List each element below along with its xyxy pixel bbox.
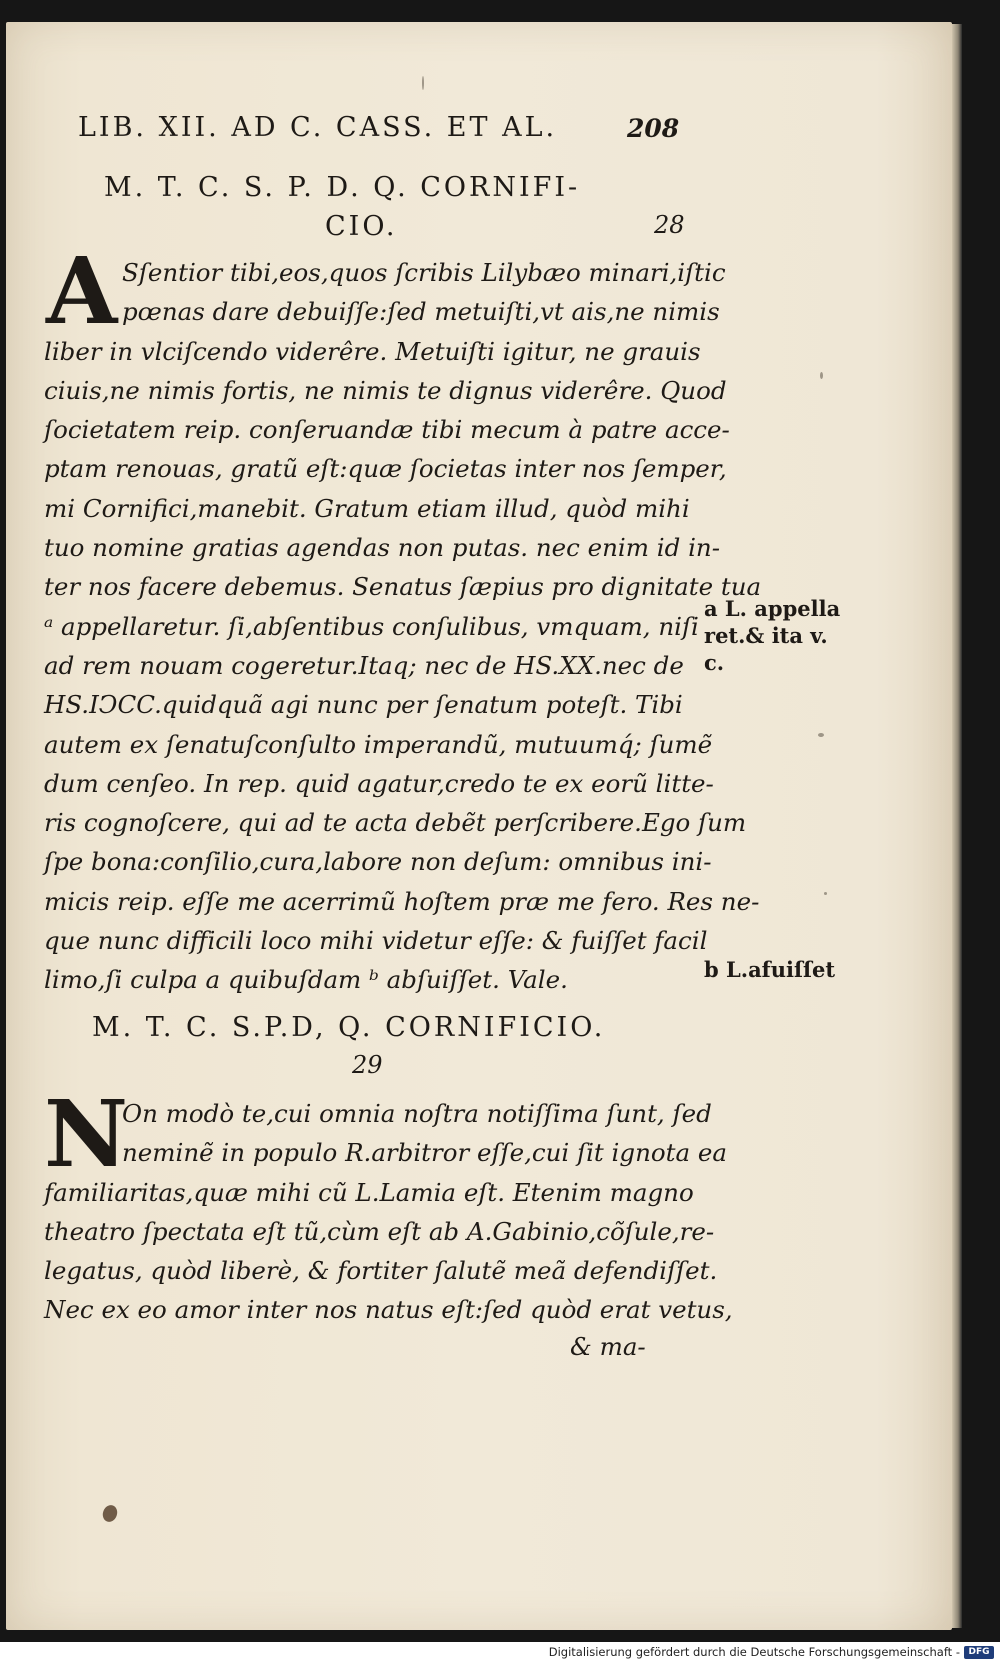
dfg-logo: DFG — [964, 1646, 994, 1659]
running-head: LIB. XII. AD C. CASS. ET AL. — [78, 112, 558, 143]
letter-28-number: 28 — [654, 211, 685, 239]
text-line: ad rem nouam cogeretur.Itaq; nec de HS.XX.nec de — [44, 650, 684, 680]
paper-speck — [818, 733, 824, 737]
text-line: Nec ex eo amor inter nos natus eſt:ſed quòd erat vetus, — [44, 1295, 733, 1325]
paper-speck — [422, 76, 424, 90]
funding-credit: Digitalisierung gefördert durch die Deutsche Forschungsgemeinschaft - — [548, 1645, 960, 1659]
text-line: ſocietatem reip. conſeruandæ tibi mecum à patre acce- — [44, 415, 730, 445]
text-line: dum cenſeo. In rep. quid agatur,credo te ex eorũ litte- — [44, 768, 714, 798]
text-line: ciuis,ne nimis fortis, ne nimis te dignus viderêre. Quod — [44, 375, 727, 405]
text-line: Sſentior tibi,eos,quos ſcribis Lilybæo minari,iſtic — [122, 258, 726, 287]
text-line: ᵃ appellaretur. ſi,abſentibus conſulibus, vmquam, niſi — [44, 611, 699, 641]
text-line: ris cognoſcere, qui ad te acta debẽt perſcribere.Ego ſum — [44, 808, 747, 838]
text-line: que nunc difficili loco mihi videtur eſſe: & fuiſſet facil — [44, 926, 708, 956]
paper-speck — [824, 892, 827, 895]
text-line: autem ex ſenatuſconſulto imperandũ, mutuumq́; ſumẽ — [44, 729, 713, 759]
marginal-note-b — [704, 956, 835, 983]
note-line: ret.& ita v. — [704, 623, 828, 648]
text-line: ter nos facere debemus. Senatus ſæpius pro dignitate tua — [44, 572, 762, 602]
page-number: 208 — [627, 114, 680, 143]
text-line: micis reip. eſſe me acerrimũ hoſtem præ me fero. Res ne- — [44, 886, 760, 916]
note-line: a L. appella — [704, 596, 841, 621]
text-line: limo,ſi culpa a quibuſdam ᵇ abſuiſſet. Vale. — [44, 965, 568, 995]
letter-28-heading-continuation: CIO. — [325, 211, 398, 242]
dropcap-a: A — [46, 237, 118, 345]
letter-29-text — [44, 1094, 733, 1330]
note-line: b L.afuiſſet — [704, 957, 836, 982]
paper-speck — [820, 372, 823, 379]
text-line: mi Cornifici,manebit. Gratum etiam illud, quòd mihi — [44, 493, 690, 523]
text-line: ptam renouas, gratũ eſt:quæ ſocietas inter nos ſemper, — [44, 454, 727, 484]
text-line: HS.IↃCC.quidquã agi nunc per ſenatum poteſt. Tibi — [44, 690, 683, 720]
letter-28-text — [44, 253, 762, 1000]
text-line: pœnas dare debuiſſe:ſed metuiſti,vt ais,ne nimis — [122, 297, 720, 327]
text-line: theatro ſpectata eſt tũ,cùm eſt ab A.Gabinio,cõſule,re- — [44, 1216, 715, 1246]
letter-28-heading: M. T. C. S. P. D. Q. CORNIFI- — [104, 172, 581, 203]
page-edge — [952, 24, 962, 1628]
dropcap-n: N — [44, 1080, 129, 1188]
letter-29-heading: M. T. C. S.P.D, Q. CORNIFICIO. — [92, 1012, 606, 1043]
text-line: On modò te,cui omnia noſtra notiſſima ſunt, ſed — [122, 1099, 712, 1128]
text-line: liber in vlciſcendo viderêre. Metuiſti igitur, ne grauis — [44, 336, 701, 366]
text-line: tuo nomine gratias agendas non putas. nec enim id in- — [44, 533, 720, 563]
text-line: legatus, quòd liberè, & fortiter ſalutẽ meã defendiſſet. — [44, 1256, 718, 1286]
note-line: c. — [704, 650, 725, 675]
text-line: neminẽ in populo R.arbitror eſſe,cui ſit ignota ea — [122, 1138, 727, 1168]
catchword: & ma- — [570, 1332, 646, 1361]
text-line: familiaritas,quæ mihi cũ L.Lamia eſt. Etenim magno — [44, 1177, 694, 1207]
letter-29-number: 29 — [352, 1051, 383, 1079]
marginal-note-a — [704, 595, 840, 676]
text-line: ſpe bona:conſilio,cura,labore non deſum: omnibus ini- — [44, 847, 712, 877]
